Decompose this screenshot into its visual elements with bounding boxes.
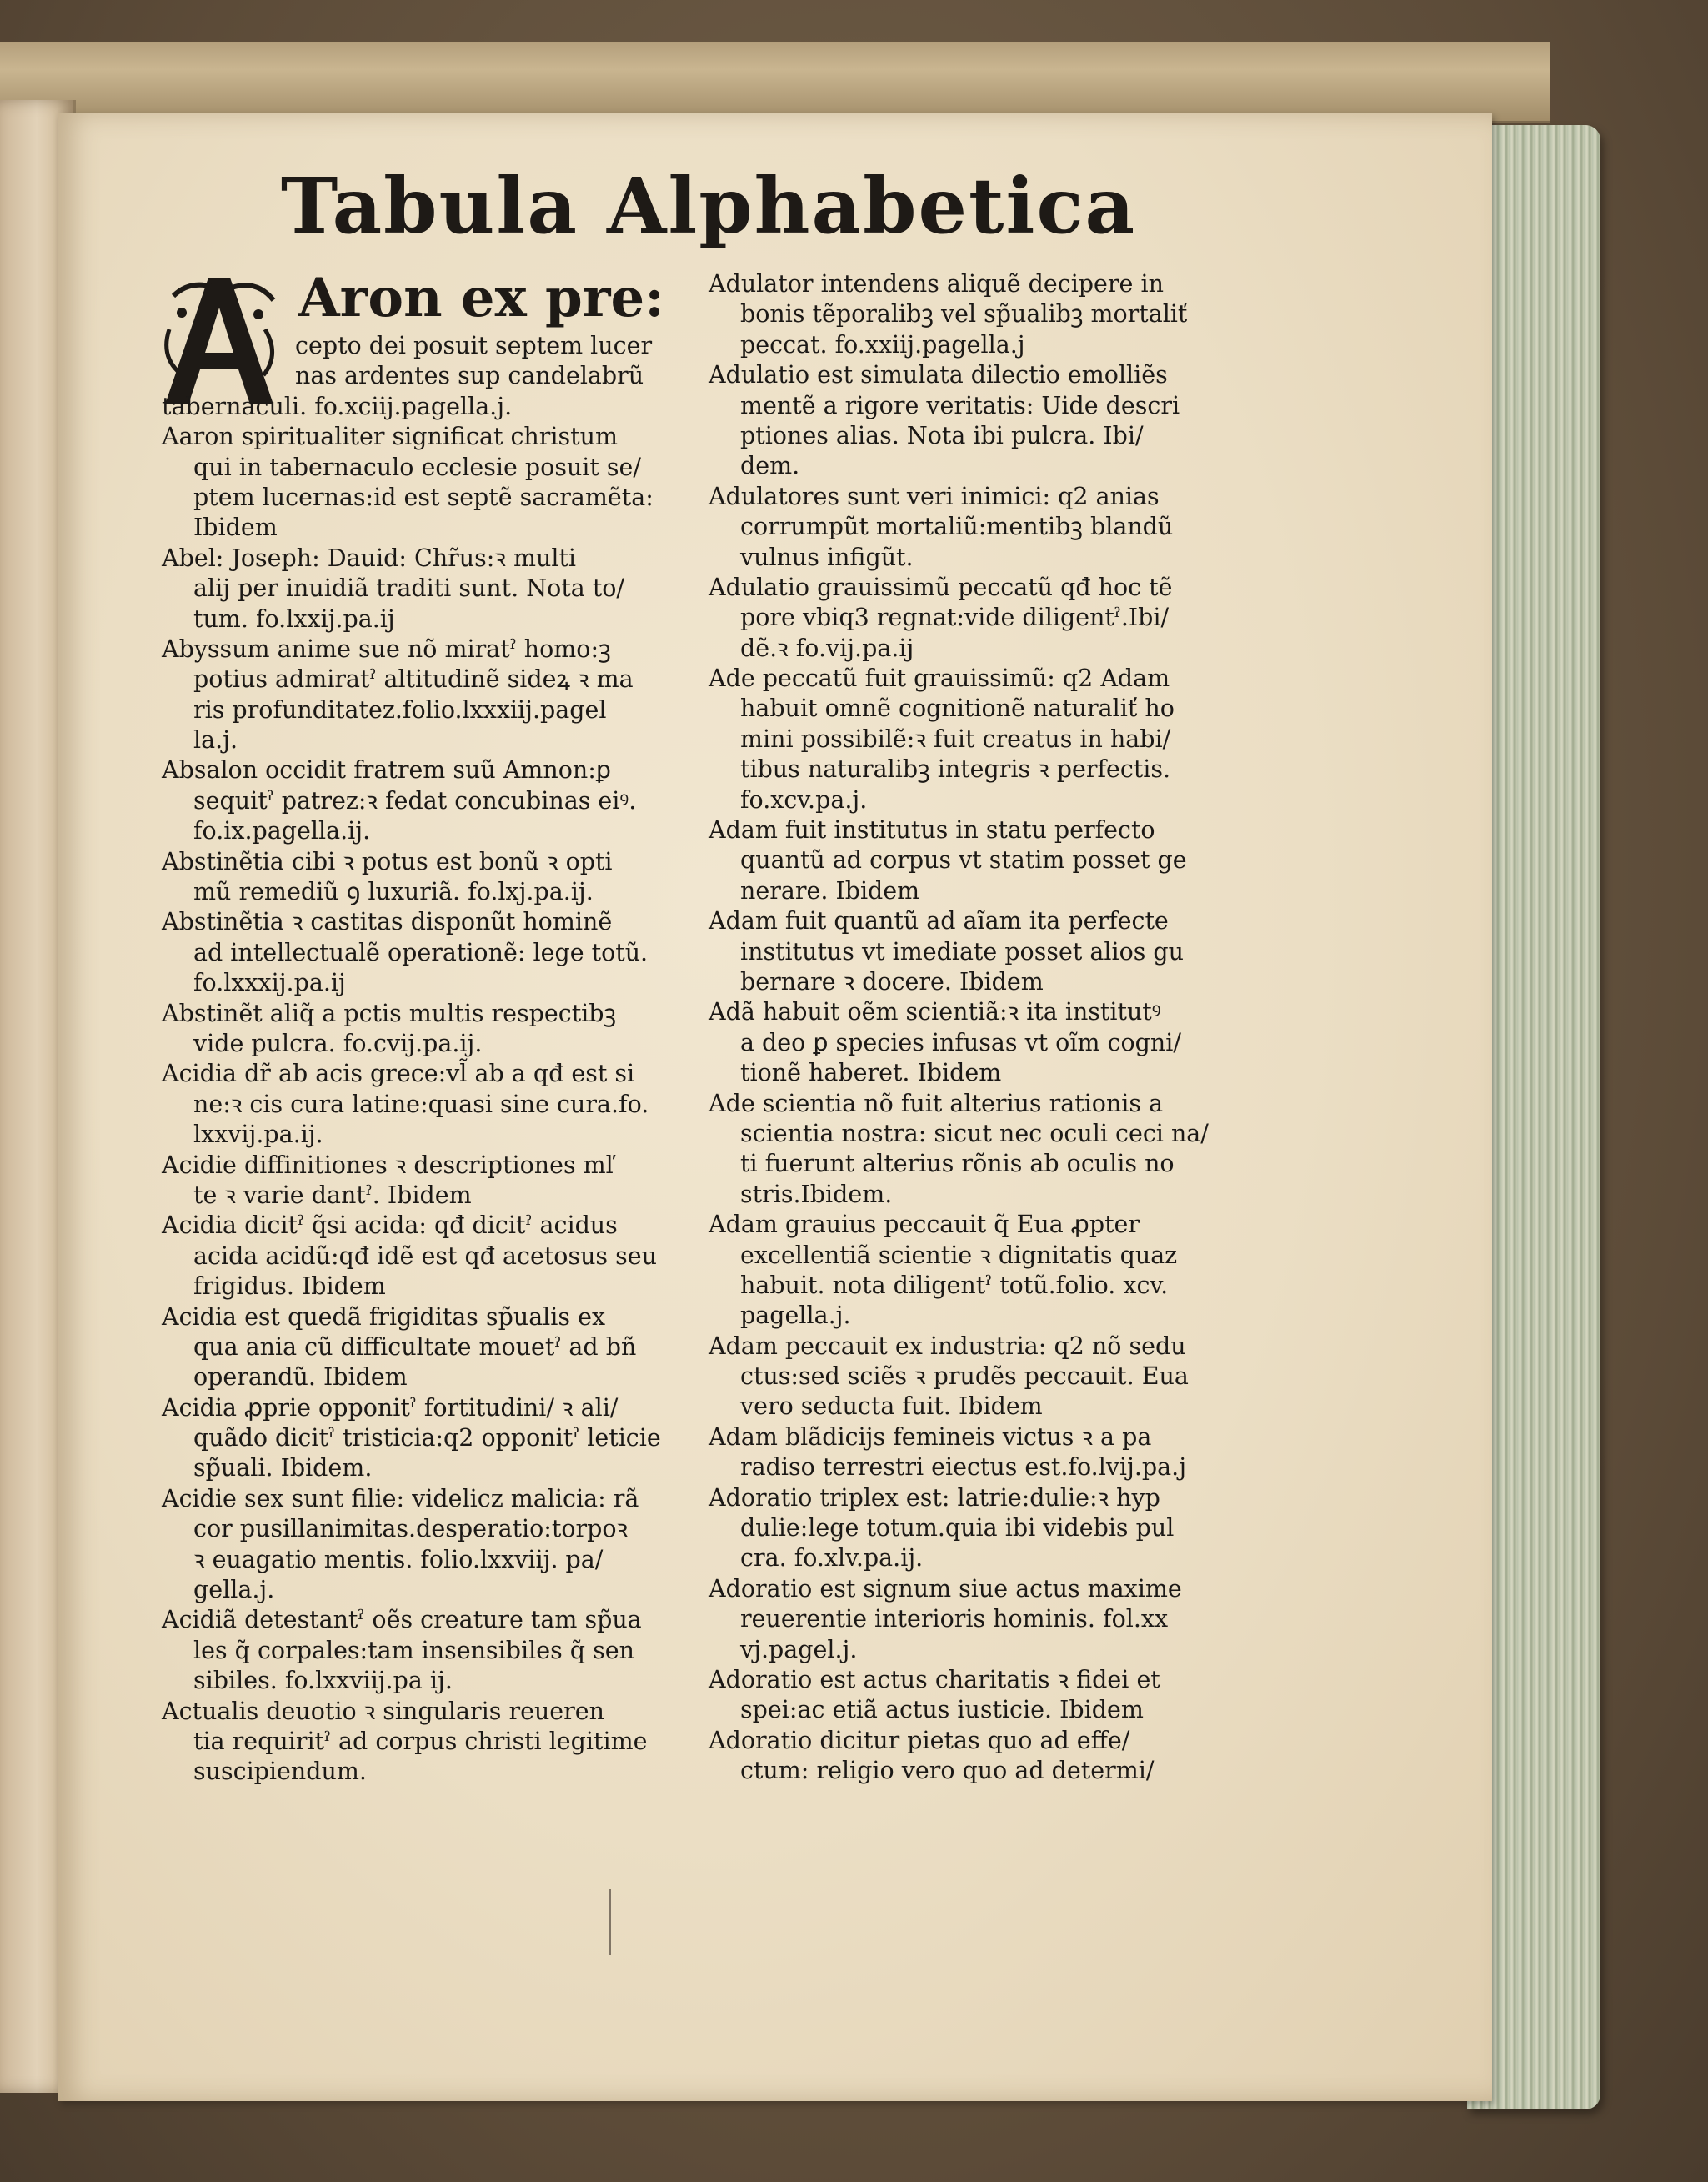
right-column-line: ctum: religio vero quo ad determi/ [740, 1757, 1155, 1785]
left-column-line: frigidus. Ibidem [193, 1272, 386, 1301]
recto-page [58, 113, 1492, 2101]
right-column-line: habuit. nota diligentˀ totũ.folio. xcv. [740, 1271, 1169, 1299]
left-column-line: cepto dei posuit septem lucer [295, 332, 653, 359]
left-column-line: nas ardentes sup candelabrũ [295, 362, 644, 390]
right-column-line: Ade scientia nõ fuit alterius rationis a [709, 1089, 1164, 1117]
margin-mark [609, 1889, 611, 1955]
left-column-line: sp̃uali. Ibidem. [193, 1454, 373, 1482]
left-column-line: tabernaculi. fo.xciij.pagella.j. [162, 392, 513, 420]
left-column-line: fo.ix.pagella.ij. [193, 817, 371, 845]
left-column-line: acida acidũ:qđ idẽ est qđ acetosus seu [193, 1241, 657, 1270]
right-column-line: Adoratio triplex est: latrie:dulie:ꝛ hyp [709, 1483, 1160, 1512]
left-column-line: Abstinẽtia cibi ꝛ potus est bonũ ꝛ opti [162, 847, 613, 875]
left-column-line: quãdo dicitˀ tristicia:q2 opponitˀ leticie [193, 1424, 661, 1452]
right-column-line: dem. [740, 452, 800, 480]
right-column-line: institutus vt imediate posset alios gu [740, 937, 1185, 966]
right-column-line: tionẽ haberet. Ibidem [740, 1059, 1002, 1087]
right-column-line: stris.Ibidem. [740, 1180, 893, 1208]
right-column-line: vj.pagel.j. [740, 1635, 858, 1663]
left-column-line: te ꝛ varie dantˀ. Ibidem [193, 1181, 472, 1209]
left-column-line: Abel: Joseph: Dauid: Chr̃us:ꝛ multi [162, 544, 577, 572]
left-column-line: ptem lucernas:id est septẽ sacramẽta: [193, 483, 654, 511]
right-column-line: reuerentie interioris hominis. fol.xx [740, 1605, 1169, 1633]
top-binding-strip [0, 42, 1550, 123]
left-column-line: cor pusillanimitas.desperatio:torpoꝛ [193, 1515, 629, 1543]
incipit-heading [298, 269, 664, 328]
left-column-line: fo.lxxxij.pa.ij [193, 969, 346, 997]
right-column-line: Adulatio grauissimũ peccatũ qđ hoc tẽ [709, 573, 1173, 601]
left-column-line: lxxvij.pa.ij. [193, 1121, 323, 1149]
right-column-line: a deo ꝑ species infusas vt oĩm cogni/ [740, 1028, 1181, 1056]
left-column-line: Actualis deuotio ꝛ singularis reueren [162, 1697, 605, 1725]
right-column-line: mentẽ a rigore veritatis: Uide descri [740, 391, 1180, 419]
left-column-line: alij per inuidiã traditi sunt. Nota to/ [193, 574, 625, 603]
right-column-line: mini possibilẽ:ꝛ fuit creatus in habi/ [740, 725, 1171, 753]
right-column-line: spei:ac etiã actus iusticie. Ibidem [740, 1696, 1144, 1724]
left-column-line: ne:ꝛ cis cura latine:quasi sine cura.fo. [193, 1090, 649, 1118]
incipit-text: Aron ex pre: [298, 267, 664, 329]
right-column-line: dẽ.ꝛ fo.vij.pa.ij [740, 634, 914, 662]
left-column-line: Abstinẽt aliq̃ a pctis multis respectibꝫ [162, 999, 617, 1027]
right-column-line: corrumpũt mortaliũ:mentibꝫ blandũ [740, 513, 1174, 541]
right-column-line: Adam grauius peccauit q̃ Eua ꝓpter [709, 1211, 1140, 1239]
left-column-line: operandũ. Ibidem [193, 1363, 408, 1392]
right-column-line: dulie:lege totum.quia ibi videbis pul [740, 1514, 1175, 1542]
left-column-line: la.j. [193, 726, 238, 755]
right-column-line: Adam blãdicijs femineis victus ꝛ a pa [709, 1422, 1152, 1451]
left-column-line: Abyssum anime sue nõ miratˀ homo:ꝫ [162, 635, 611, 663]
right-column-line: quantũ ad corpus vt statim posset ge [740, 846, 1187, 875]
left-column-line: Acidie diffinitiones ꝛ descriptiones mľ [162, 1151, 614, 1179]
right-column [709, 269, 1284, 1787]
left-column-line: Acidiã detestantˀ oẽs creature tam sp̃ua [162, 1606, 642, 1634]
left-column-line: mũ remediũ ꝯ luxuriã. fo.lxj.pa.ij. [193, 878, 594, 906]
right-column-line: fo.xcv.pa.j. [740, 785, 868, 814]
left-column-line: sequitˀ patrez:ꝛ fedat concubinas eiꝰ. [193, 786, 637, 815]
right-column-line: Ade peccatũ fuit grauissimũ: q2 Adam [709, 665, 1170, 693]
left-column [162, 331, 745, 1788]
left-column-line: potius admiratˀ altitudinẽ sideꝝ ꝛ ma [193, 665, 634, 694]
left-column-line: ad intellectualẽ operationẽ: lege totũ. [193, 938, 649, 966]
left-column-line: ꝛ euagatio mentis. folio.lxxviij. pa/ [193, 1545, 604, 1573]
right-column-line: ptiones alias. Nota ibi pulcra. Ibi/ [740, 421, 1144, 449]
right-column-line: Adoratio dicitur pietas quo ad effe/ [709, 1726, 1130, 1754]
right-column-line: bonis tẽporalibꝫ vel sp̃ualibꝫ mortaliť [740, 300, 1188, 329]
left-column-line: tia requiritˀ ad corpus christi legitime [193, 1727, 648, 1755]
right-column-line: vulnus infigũt. [740, 543, 914, 571]
left-column-line: qui in tabernaculo ecclesie posuit se/ [193, 453, 642, 481]
right-column-line: Adam fuit institutus in statu perfecto [709, 816, 1155, 845]
right-column-line: cra. fo.xlv.pa.ij. [740, 1544, 924, 1573]
left-column-line: sibiles. fo.lxxviij.pa ij. [193, 1667, 453, 1695]
left-column-line: Acidia est quedã frigiditas sp̃ualis ex [162, 1302, 606, 1331]
left-column-line: tum. fo.lxxij.pa.ij [193, 604, 395, 633]
right-column-line: Adam peccauit ex industria: q2 nõ sedu [709, 1332, 1186, 1360]
right-column-line: bernare ꝛ docere. Ibidem [740, 967, 1044, 996]
right-column-line: Adoratio est signum siue actus maxime [709, 1574, 1182, 1603]
left-column-line: Acidie sex sunt filie: videlicz malicia: rã [162, 1484, 639, 1512]
right-column-line: Adoratio est actus charitatis ꝛ fidei et [709, 1665, 1160, 1693]
left-column-line: les q̃ corpales:tam insensibiles q̃ sen [193, 1636, 634, 1664]
page-title: Tabula Alphabetica [280, 161, 1137, 251]
right-column-line: scientia nostra: sicut nec oculi ceci na/ [740, 1119, 1209, 1147]
right-column-line: ctus:sed sciẽs ꝛ prudẽs peccauit. Eua [740, 1362, 1189, 1391]
right-column-line: ti fuerunt alterius rõnis ab oculis no [740, 1150, 1175, 1178]
left-column-line: vide pulcra. fo.cvij.pa.ij. [193, 1029, 483, 1057]
right-column-line: vero seducta fuit. Ibidem [740, 1392, 1043, 1421]
right-column-line: Adulatores sunt veri inimici: q2 anias [709, 482, 1160, 510]
left-column-line: ris profunditatez.folio.lxxxiij.pagel [193, 695, 607, 724]
right-column-line: Adã habuit oẽm scientiã:ꝛ ita institutꝰ [709, 998, 1161, 1026]
right-column-line: peccat. fo.xxiij.pagella.j [740, 330, 1025, 359]
right-column-line: pagella.j. [740, 1302, 851, 1330]
left-column-line: Abstinẽtia ꝛ castitas disponũt hominẽ [162, 908, 613, 936]
right-column-line: habuit omnẽ cognitionẽ naturaliť ho [740, 695, 1175, 723]
left-column-line: Aaron spiritualiter significat christum [162, 423, 618, 451]
left-column-line: Absalon occidit fratrem suũ Amnon:ꝑ [162, 756, 611, 785]
right-column-line: pore vbiq3 regnat:vide diligentˀ.Ibi/ [740, 604, 1170, 632]
right-column-line: radiso terrestri eiectus est.fo.lvij.pa.j [740, 1453, 1187, 1482]
left-column-line: gella.j. [193, 1576, 275, 1604]
right-column-line: Adulatio est simulata dilectio emolliẽs [709, 361, 1168, 389]
left-column-line: Ibidem [193, 514, 278, 542]
right-column-line: excellentiã scientie ꝛ dignitatis quaz [740, 1241, 1178, 1269]
right-column-line: tibus naturalibꝫ integris ꝛ perfectis. [740, 755, 1171, 784]
right-column-line: Adulator intendens aliquẽ decipere in [709, 270, 1164, 298]
left-column-line: Acidia dr̃ ab acis grece:vl̃ ab a qđ est si [162, 1060, 635, 1088]
right-column-line: Adam fuit quantũ ad aĩam ita perfecte [709, 907, 1169, 936]
left-column-line: qua ania cũ difficultate mouetˀ ad bñ [193, 1332, 637, 1361]
left-column-line: suscipiendum. [193, 1758, 367, 1786]
left-column-line: Acidia dicitˀ q̃si acida: qđ dicitˀ acidus [162, 1211, 618, 1240]
left-column-line: Acidia ꝓprie opponitˀ fortitudini/ ꝛ ali/ [162, 1393, 619, 1422]
right-column-line: nerare. Ibidem [740, 876, 920, 905]
